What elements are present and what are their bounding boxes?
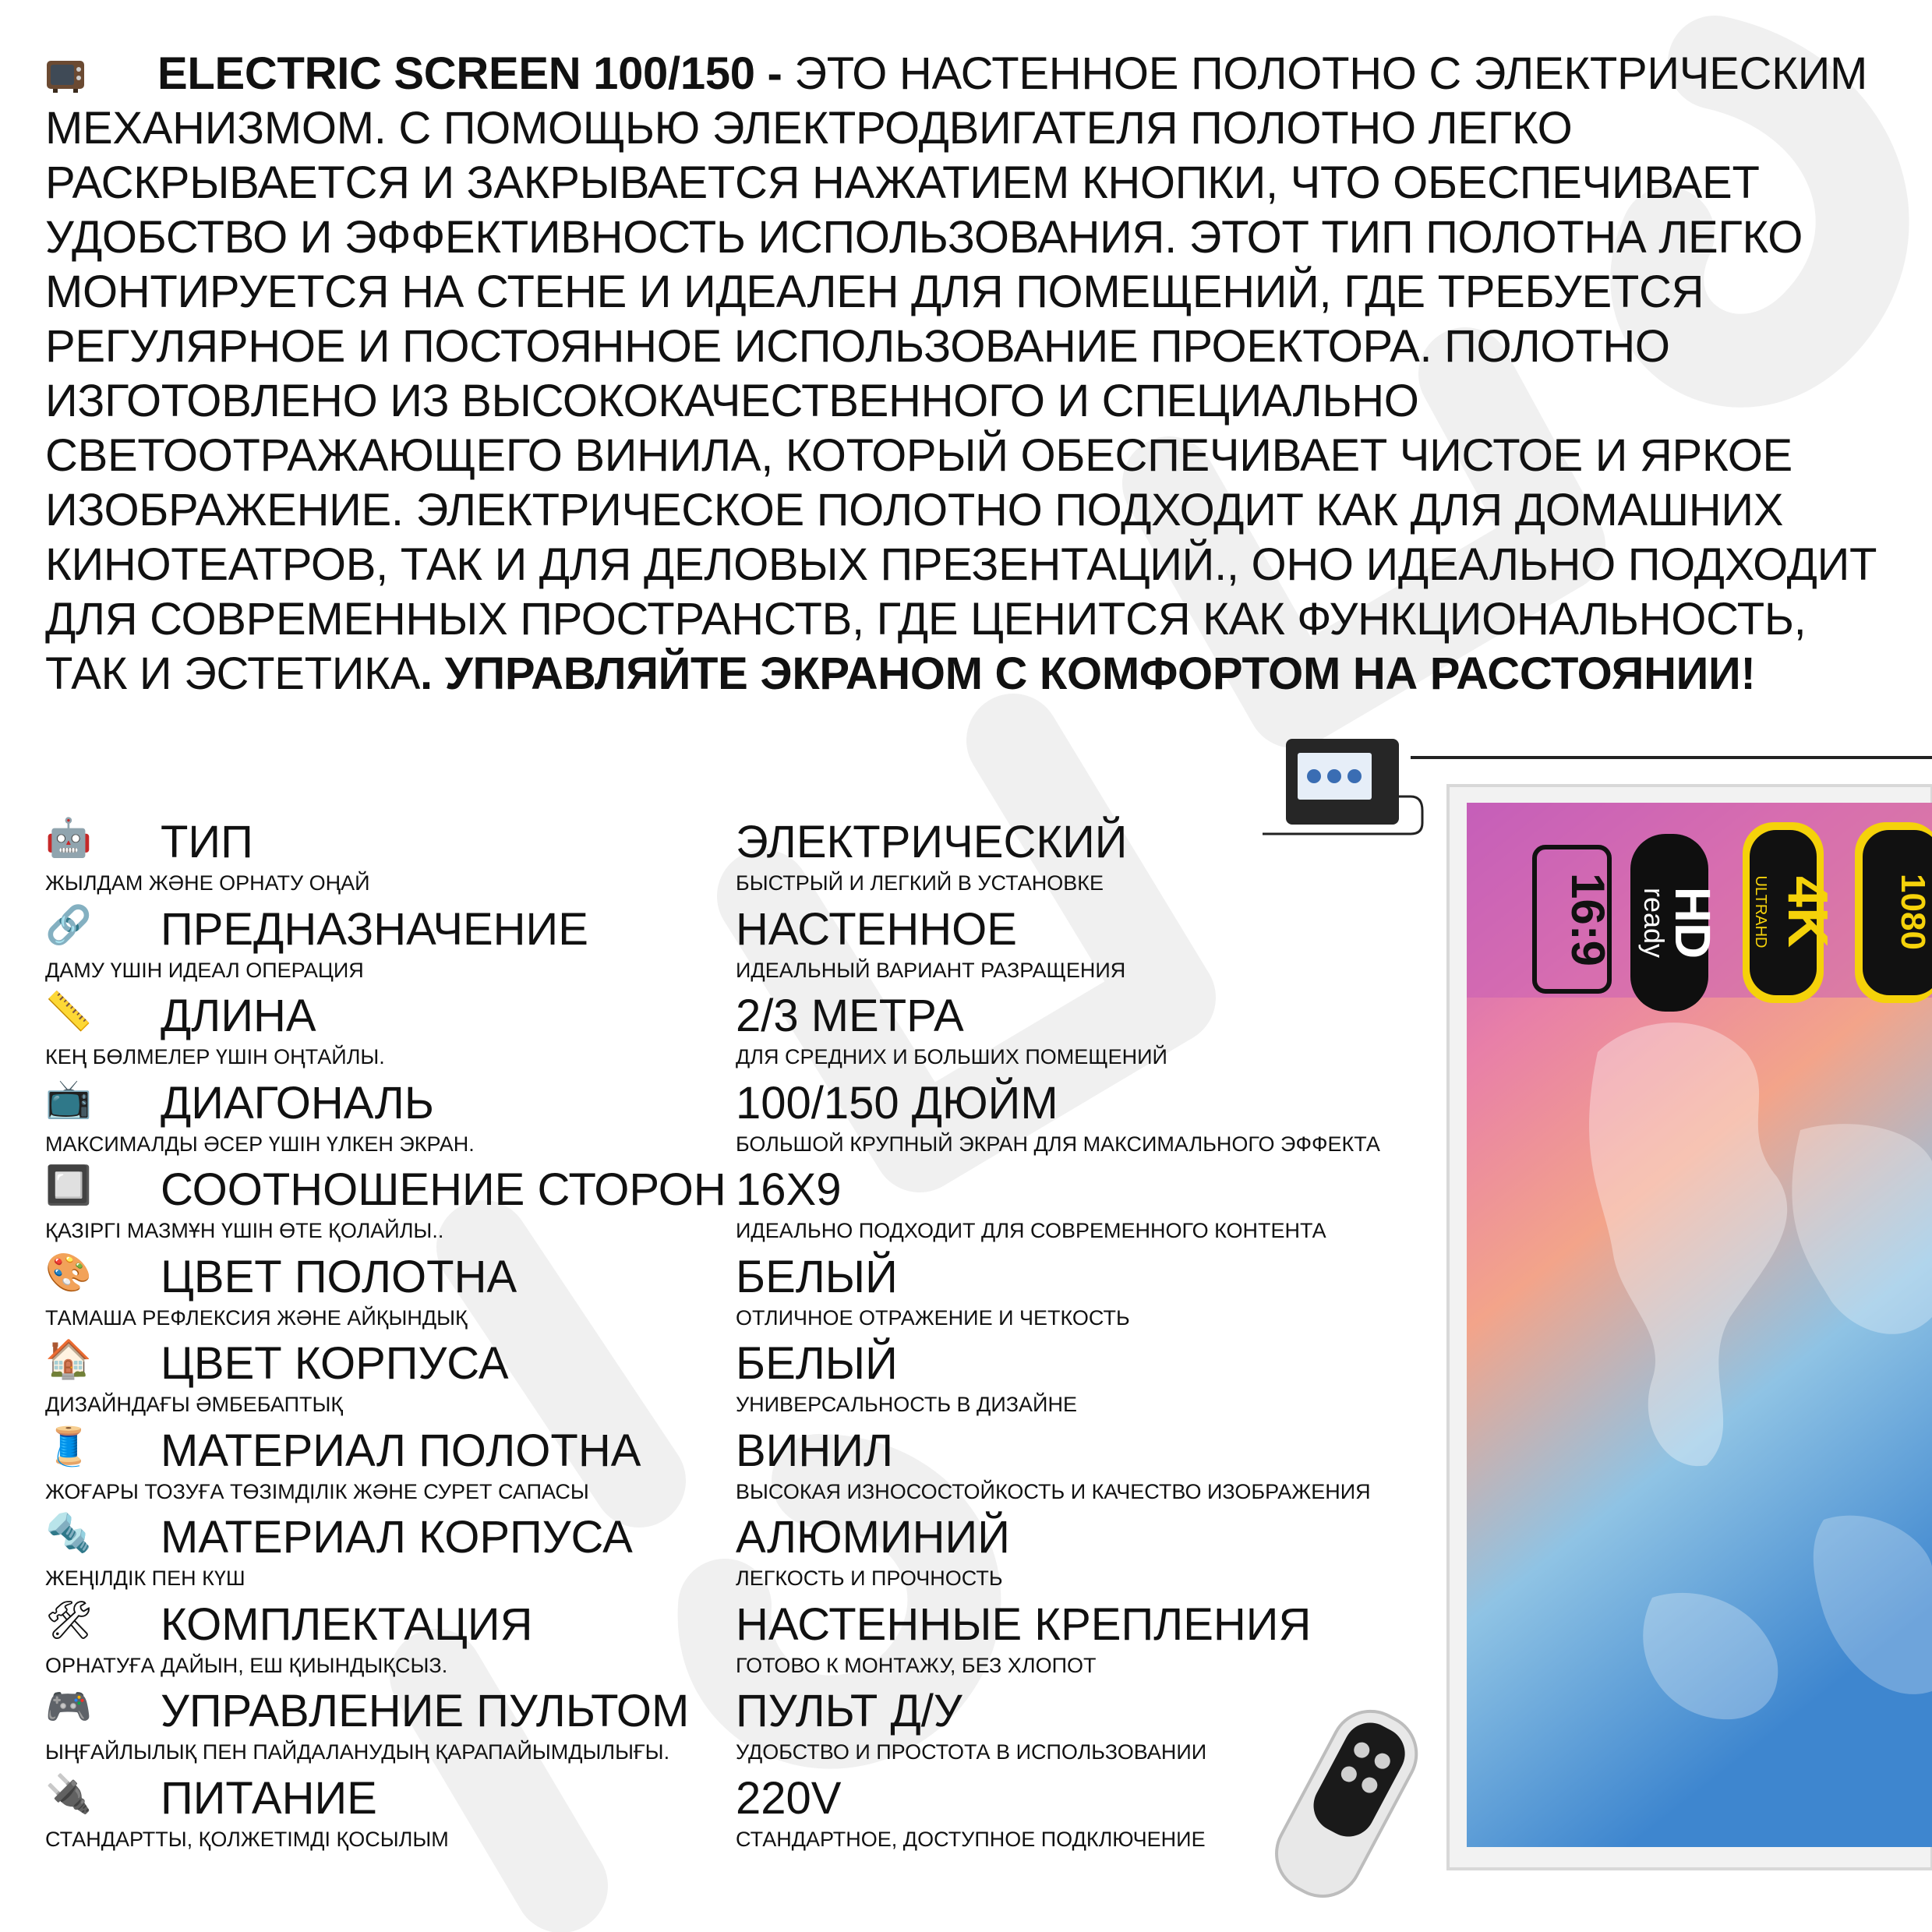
spec-note-kk: СТАНДАРТТЫ, ҚОЛЖЕТІМДІ ҚОСЫЛЫМ xyxy=(45,1827,449,1851)
spec-value: АЛЮМИНИЙ xyxy=(736,1512,1010,1563)
badge-hd-ready: ready xyxy=(1638,887,1670,959)
spec-note-kk: ДИЗАЙНДАҒЫ ӘМБЕБАПТЫҚ xyxy=(45,1393,344,1416)
spec-value-note: УНИВЕРСАЛЬНОСТЬ В ДИЗАЙНЕ xyxy=(736,1393,1077,1416)
palette-icon: 🎨 xyxy=(45,1252,92,1294)
spec-value-note: ГОТОВО К МОНТАЖУ, БЕЗ ХЛОПОТ xyxy=(736,1653,1097,1677)
square-icon: 🔲 xyxy=(45,1165,92,1206)
spec-name: МАТЕРИАЛ КОРПУСА xyxy=(161,1512,633,1563)
tv-icon xyxy=(45,58,86,94)
spec-note-kk: ДАМУ ҮШІН ИДЕАЛ ОПЕРАЦИЯ xyxy=(45,958,364,982)
spec-value-note: ДЛЯ СРЕДНИХ И БОЛЬШИХ ПОМЕЩЕНИЙ xyxy=(736,1045,1167,1068)
house-icon: 🏠 xyxy=(45,1339,92,1380)
spec-value: 2/3 МЕТРА xyxy=(736,991,964,1041)
badge-hd: HD xyxy=(1665,886,1721,959)
spec-value: ПУЛЬТ Д/У xyxy=(736,1686,962,1736)
spec-value-note: ОТЛИЧНОЕ ОТРАЖЕНИЕ И ЧЕТКОСТЬ xyxy=(736,1305,1130,1330)
power-plug-icon: 🔌 xyxy=(45,1773,92,1815)
spec-name: КОМПЛЕКТАЦИЯ xyxy=(161,1598,533,1650)
spec-value-note: ИДЕАЛЬНО ПОДХОДИТ ДЛЯ СОВРЕМЕННОГО КОНТЕНТА xyxy=(736,1219,1326,1242)
spec-note-kk: ТАМАША РЕФЛЕКСИЯ ЖӘНЕ АЙҚЫНДЫҚ xyxy=(45,1305,468,1330)
spec-value: НАСТЕННЫЕ КРЕПЛЕНИЯ xyxy=(736,1598,1312,1650)
spec-name: МАТЕРИАЛ ПОЛОТНА xyxy=(161,1425,641,1476)
spec-name: ЦВЕТ ПОЛОТНА xyxy=(161,1251,517,1302)
spec-value: ВИНИЛ xyxy=(736,1425,894,1476)
spec-note-kk: ОРНАТУҒА ДАЙЫН, ЕШ ҚИЫНДЫҚСЫЗ. xyxy=(45,1653,448,1677)
spec-value-note: ВЫСОКАЯ ИЗНОСОСТОЙКОСТЬ И КАЧЕСТВО ИЗОБРАЖЕНИЯ xyxy=(736,1479,1371,1503)
robot-icon: 🤖 xyxy=(45,818,92,859)
spec-note-kk: КЕҢ БӨЛМЕЛЕР ҮШІН ОҢТАЙЛЫ. xyxy=(45,1045,385,1068)
spec-value-note: ИДЕАЛЬНЫЙ ВАРИАНТ РАЗРАЩЕНИЯ xyxy=(736,958,1126,982)
ruler-icon: 📏 xyxy=(45,991,92,1033)
spec-value: 16X9 xyxy=(736,1164,842,1215)
spec-value: НАСТЕННОЕ xyxy=(736,903,1017,955)
gamepad-icon: 🎮 xyxy=(45,1687,92,1728)
spec-name: ПИТАНИЕ xyxy=(161,1772,377,1824)
spec-note-kk: ЖЫЛДАМ ЖӘНЕ ОРНАТУ ОҢАЙ xyxy=(45,871,370,895)
spec-value-note: СТАНДАРТНОЕ, ДОСТУПНОЕ ПОДКЛЮЧЕНИЕ xyxy=(736,1827,1206,1851)
spec-row xyxy=(45,1773,1448,1860)
spec-name: ПРЕДНАЗНАЧЕНИЕ xyxy=(161,903,588,955)
spec-row xyxy=(45,1599,1448,1687)
nut-bolt-icon: 🔩 xyxy=(45,1513,92,1554)
call-to-action: . УПРАВЛЯЙТЕ ЭКРАНОМ С КОМФОРТОМ НА РАССТОЯНИИ! xyxy=(420,648,1756,699)
spec-value-note: БОЛЬШОЙ КРУПНЫЙ ЭКРАН ДЛЯ МАКСИМАЛЬНОГО ЭФФЕКТА xyxy=(736,1132,1380,1156)
spec-value-note: БЫСТРЫЙ И ЛЕГКИЙ В УСТАНОВКЕ xyxy=(736,871,1104,895)
spec-value: БЕЛЫЙ xyxy=(736,1251,898,1302)
spec-name: ТИП xyxy=(161,817,253,867)
spec-note-kk: МАКСИМАЛДЫ ӘСЕР ҮШІН ҮЛКЕН ЭКРАН. xyxy=(45,1132,475,1156)
badge-1080: 1080 xyxy=(1894,874,1932,950)
badge-aspect-ratio: 16:9 xyxy=(1562,872,1614,967)
spec-row xyxy=(45,1686,1448,1773)
spec-name: УПРАВЛЕНИЕ ПУЛЬТОМ xyxy=(161,1686,690,1736)
badge-4k: 4K xyxy=(1776,875,1838,948)
spec-note-kk: ЖОҒАРЫ ТОЗУҒА ТӨЗІМДІЛІК ЖӘНЕ СУРЕТ САПАСЫ xyxy=(45,1479,589,1503)
spec-value: БЕЛЫЙ xyxy=(736,1338,898,1389)
spec-row xyxy=(45,1512,1448,1599)
product-name: ELECTRIC SCREEN 100/150 - xyxy=(157,48,782,99)
product-description: ЭТО НАСТЕННОЕ ПОЛОТНО С ЭЛЕКТРИЧЕСКИМ МЕХАНИЗМОМ. С ПОМОЩЬЮ ЭЛЕКТРОДВИГАТЕЛЯ ПОЛОТНО ЛЕГКО РАСКРЫВАЕТСЯ И ЗАКРЫВАЕТСЯ НАЖАТИЕМ КНОПКИ, ЧТО ОБЕСПЕЧИВАЕТ УДОБСТВО И ЭФФЕКТИВНОСТЬ ИСПОЛЬЗОВАНИЯ. ЭТОТ ТИП ПОЛОТНА ЛЕГКО МОНТИРУЕТСЯ НА СТЕНЕ И ИДЕАЛЕН ДЛЯ ПОМЕЩЕНИЙ, ГДЕ ТРЕБУЕТСЯ РЕГУЛЯРНОЕ И ПОСТОЯННОЕ ИСПОЛЬЗОВАНИЕ ПРОЕКТОРА. ПОЛОТНО ИЗГОТОВЛЕНО ИЗ ВЫСОКОКАЧЕСТВЕННОГО И СПЕЦИАЛЬНО СВЕТООТРАЖАЮЩЕГО ВИНИЛА, КОТОРЫЙ ОБЕСПЕЧИВАЕТ ЧИСТОЕ И ЯРКОЕ ИЗОБРАЖЕНИЕ. ЭЛЕКТРИЧЕСКОЕ ПОЛОТНО ПОДХОДИТ КАК ДЛЯ ДОМАШНИХ КИНОТЕАТРОВ, ТАК И ДЛЯ ДЕЛОВЫХ ПРЕЗЕНТАЦИЙ., ОНО ИДЕАЛЬНО ПОДХОДИТ ДЛЯ СОВРЕМЕННЫХ ПРОСТРАНСТВ, ГДЕ ЦЕНИТСЯ КАК ФУНКЦИОНАЛЬНОСТЬ, ТАК И ЭСТЕТИКА xyxy=(45,48,1877,699)
spec-value: 100/150 ДЮЙМ xyxy=(736,1077,1058,1128)
spec-value: ЭЛЕКТРИЧЕСКИЙ xyxy=(736,817,1128,867)
spec-row xyxy=(45,1425,1448,1513)
spec-name: СООТНОШЕНИЕ СТОРОН xyxy=(161,1164,726,1215)
spec-row xyxy=(45,1252,1448,1339)
spec-row xyxy=(45,1164,1448,1252)
spec-row xyxy=(45,904,1448,991)
spec-row xyxy=(45,991,1448,1078)
intro-paragraph xyxy=(45,47,1900,701)
spec-note-kk: ЫҢҒАЙЛЫЛЫҚ ПЕН ПАЙДАЛАНУДЫҢ ҚАРАПАЙЫМДЫЛЫҒЫ. xyxy=(45,1740,670,1764)
spec-value-note: ЛЕГКОСТЬ И ПРОЧНОСТЬ xyxy=(736,1566,1003,1590)
spec-row xyxy=(45,1078,1448,1165)
tv-icon: 📺 xyxy=(45,1078,92,1120)
spec-name: ДЛИНА xyxy=(161,991,316,1041)
thread-spool-icon: 🧵 xyxy=(45,1425,92,1468)
spec-note-kk: ҚАЗІРГІ МАЗМҰН ҮШІН ӨТЕ ҚОЛАЙЛЫ.. xyxy=(45,1219,444,1242)
badge-ultrahd: ULTRAHD xyxy=(1752,875,1769,948)
spec-row xyxy=(45,817,1448,904)
spec-row xyxy=(45,1338,1448,1425)
spec-value-note: УДОБСТВО И ПРОСТОТА В ИСПОЛЬЗОВАНИИ xyxy=(736,1740,1207,1764)
spec-value: 220V xyxy=(736,1772,842,1824)
link-icon: 🔗 xyxy=(45,904,92,946)
spec-note-kk: ЖЕҢІЛДІК ПЕН КҮШ xyxy=(45,1566,245,1590)
spec-name: ЦВЕТ КОРПУСА xyxy=(161,1338,509,1389)
spec-name: ДИАГОНАЛЬ xyxy=(161,1077,434,1128)
tools-icon: 🛠 xyxy=(45,1599,93,1641)
